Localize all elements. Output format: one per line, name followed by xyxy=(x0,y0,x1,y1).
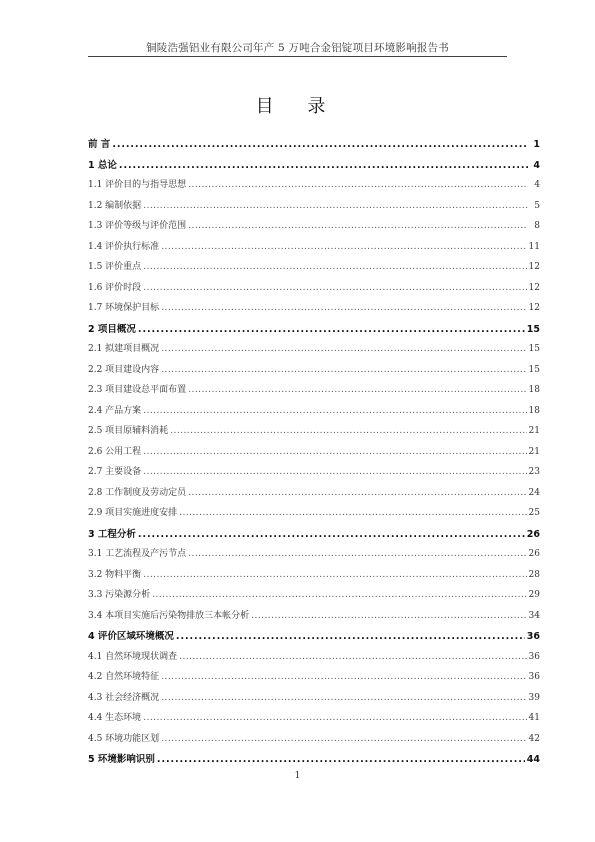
toc-dot-leader xyxy=(138,529,525,540)
toc-section-entry[interactable] xyxy=(88,710,540,731)
toc-section-entry[interactable] xyxy=(88,198,540,219)
toc-section-entry[interactable] xyxy=(88,300,540,321)
toc-entry-label: 2.4 产品方案 xyxy=(88,405,142,416)
toc-section-entry[interactable] xyxy=(88,444,540,465)
toc-chapter-entry[interactable] xyxy=(88,751,540,772)
toc-entry-page: 15 xyxy=(526,323,540,335)
toc-entry-page: 8 xyxy=(534,221,540,231)
toc-entry-page: 24 xyxy=(528,487,540,498)
toc-entry-page: 36 xyxy=(528,651,540,662)
toc-entry-label: 5 环境影响识别 xyxy=(88,754,155,765)
toc-entry-page: 21 xyxy=(528,426,540,436)
toc-dot-leader xyxy=(161,303,526,313)
toc-entry-label: 1.6 评价时段 xyxy=(88,282,142,293)
toc-entry-label: 1.7 环境保护目标 xyxy=(88,303,160,313)
toc-entry-label: 1 总论 xyxy=(88,159,117,171)
toc-chapter-entry[interactable] xyxy=(88,321,540,342)
toc-dot-leader xyxy=(157,754,525,765)
toc-dot-leader xyxy=(119,160,528,171)
toc-entry-label: 3 工程分析 xyxy=(88,528,136,540)
toc-section-entry[interactable] xyxy=(88,239,540,260)
toc-section-entry[interactable] xyxy=(88,218,540,239)
toc-section-entry[interactable] xyxy=(88,567,540,588)
header-rule xyxy=(88,56,507,57)
toc-entry-label: 2.9 项目实施进度安排 xyxy=(88,508,178,518)
toc-chapter-entry[interactable] xyxy=(88,628,540,649)
toc-dot-leader xyxy=(188,549,526,559)
toc-entry-page: 36 xyxy=(526,631,540,642)
toc-entry-label: 3.3 污染源分析 xyxy=(88,590,151,600)
toc-entry-page: 21 xyxy=(528,446,540,457)
toc-entry-page: 44 xyxy=(526,754,540,765)
toc-entry-label: 2.6 公用工程 xyxy=(88,446,142,457)
toc-entry-page: 39 xyxy=(528,692,540,703)
toc-entry-label: 3.4 本项目实施后污染物排放三本帐分析 xyxy=(88,610,250,621)
toc-entry-label: 前 言 xyxy=(88,139,111,150)
toc-entry-page: 23 xyxy=(528,467,540,477)
toc-dot-leader xyxy=(161,672,526,682)
toc-dot-leader xyxy=(179,508,526,518)
toc-entry-label: 1.1 评价目的与指导思想 xyxy=(88,180,187,190)
toc-dot-leader xyxy=(143,570,526,580)
toc-entry-page: 36 xyxy=(528,672,540,682)
toc-dot-leader xyxy=(161,365,526,375)
toc-entry-page: 4 xyxy=(534,180,540,190)
toc-entry-page: 1 xyxy=(533,139,540,150)
toc-entry-page: 12 xyxy=(528,303,540,313)
toc-dot-leader xyxy=(188,180,528,190)
toc-section-entry[interactable] xyxy=(88,731,540,752)
toc-section-entry[interactable] xyxy=(88,280,540,301)
toc-section-entry[interactable] xyxy=(88,403,540,424)
toc-entry-label: 1.3 评价等级与评价范围 xyxy=(88,221,187,231)
toc-dot-leader xyxy=(143,713,526,723)
toc-section-entry[interactable] xyxy=(88,608,540,629)
toc-dot-leader xyxy=(188,221,528,231)
toc-entry-page: 25 xyxy=(528,508,540,518)
toc-entry-page: 29 xyxy=(528,590,540,600)
toc-entry-label: 4.5 环境功能区划 xyxy=(88,733,160,744)
toc-section-entry[interactable] xyxy=(88,690,540,711)
toc-entry-page: 11 xyxy=(528,241,540,252)
toc-section-entry[interactable] xyxy=(88,546,540,567)
toc-entry-label: 4.4 生态环境 xyxy=(88,713,142,723)
toc-section-entry[interactable] xyxy=(88,464,540,485)
toc-entry-page: 41 xyxy=(528,713,540,723)
toc-entry-label: 1.2 编制依据 xyxy=(88,200,142,211)
toc-entry-label: 2.2 项目建设内容 xyxy=(88,364,160,375)
toc-entry-label: 1.5 评价重点 xyxy=(88,262,142,272)
toc-dot-leader xyxy=(188,385,526,395)
toc-entry-page: 12 xyxy=(528,282,540,293)
toc-entry-page: 18 xyxy=(528,405,540,416)
toc-dot-leader xyxy=(152,590,526,600)
toc-entry-label: 3.1 工艺流程及产污节点 xyxy=(88,549,187,559)
toc-dot-leader xyxy=(143,467,526,477)
toc-section-entry[interactable] xyxy=(88,423,540,444)
toc-section-entry[interactable] xyxy=(88,382,540,403)
toc-entry-page: 42 xyxy=(528,733,540,744)
toc-dot-leader xyxy=(112,139,528,150)
toc-entry-label: 2 项目概况 xyxy=(88,323,136,335)
toc-entry-label: 2.8 工作制度及劳动定员 xyxy=(88,487,187,498)
toc-dot-leader xyxy=(170,426,526,436)
toc-dot-leader xyxy=(143,447,526,457)
toc-entry-label: 3.2 物料平衡 xyxy=(88,569,142,580)
toc-entry-page: 26 xyxy=(526,528,540,540)
toc-section-entry[interactable] xyxy=(88,505,540,526)
toc-dot-leader xyxy=(188,488,526,498)
toc-section-entry[interactable] xyxy=(88,649,540,670)
toc-entry-label: 4 评价区域环境概况 xyxy=(88,631,174,642)
toc-entry-page: 15 xyxy=(528,344,540,354)
toc-section-entry[interactable] xyxy=(88,177,540,198)
toc-entry-label: 1.4 评价执行标准 xyxy=(88,241,160,252)
toc-entry-label: 4.3 社会经济概况 xyxy=(88,692,160,703)
table-of-contents xyxy=(88,136,540,772)
toc-dot-leader xyxy=(179,652,526,662)
toc-chapter-entry[interactable] xyxy=(88,157,540,178)
toc-dot-leader xyxy=(143,283,526,293)
toc-section-entry[interactable] xyxy=(88,587,540,608)
toc-entry-page: 5 xyxy=(534,200,540,211)
toc-entry-label: 2.5 项目原辅料消耗 xyxy=(88,426,169,436)
toc-entry-label: 4.1 自然环境现状调查 xyxy=(88,651,178,662)
toc-section-entry[interactable] xyxy=(88,485,540,506)
toc-section-entry[interactable] xyxy=(88,669,540,690)
toc-entry-page: 28 xyxy=(528,569,540,580)
toc-entry-label: 2.1 拟建项目概况 xyxy=(88,344,160,354)
toc-dot-leader xyxy=(161,344,526,354)
toc-section-entry[interactable] xyxy=(88,362,540,383)
toc-title: 目 录 xyxy=(255,96,340,117)
toc-entry-label: 4.2 自然环境特征 xyxy=(88,672,160,682)
toc-chapter-entry[interactable] xyxy=(88,136,540,157)
toc-dot-leader xyxy=(143,262,526,272)
toc-entry-label: 2.3 项目建设总平面布置 xyxy=(88,385,187,395)
toc-dot-leader xyxy=(138,324,525,335)
running-header: 铜陵浩强铝业有限公司年产 5 万吨合金铝锭项目环境影响报告书 xyxy=(146,42,449,54)
toc-section-entry[interactable] xyxy=(88,259,540,280)
toc-entry-page: 15 xyxy=(528,364,540,375)
toc-dot-leader xyxy=(161,734,526,744)
toc-dot-leader xyxy=(161,242,526,252)
toc-dot-leader xyxy=(176,631,525,642)
toc-entry-page: 12 xyxy=(528,262,540,272)
toc-entry-page: 4 xyxy=(533,159,540,171)
toc-section-entry[interactable] xyxy=(88,341,540,362)
toc-chapter-entry[interactable] xyxy=(88,526,540,547)
page-number: 1 xyxy=(294,771,301,781)
toc-entry-page: 18 xyxy=(528,385,540,395)
toc-dot-leader xyxy=(143,201,528,211)
toc-dot-leader xyxy=(251,611,526,621)
toc-entry-page: 26 xyxy=(528,549,540,559)
toc-dot-leader xyxy=(143,406,526,416)
toc-dot-leader xyxy=(161,693,526,703)
toc-entry-label: 2.7 主要设备 xyxy=(88,467,142,477)
toc-entry-page: 34 xyxy=(528,610,540,621)
